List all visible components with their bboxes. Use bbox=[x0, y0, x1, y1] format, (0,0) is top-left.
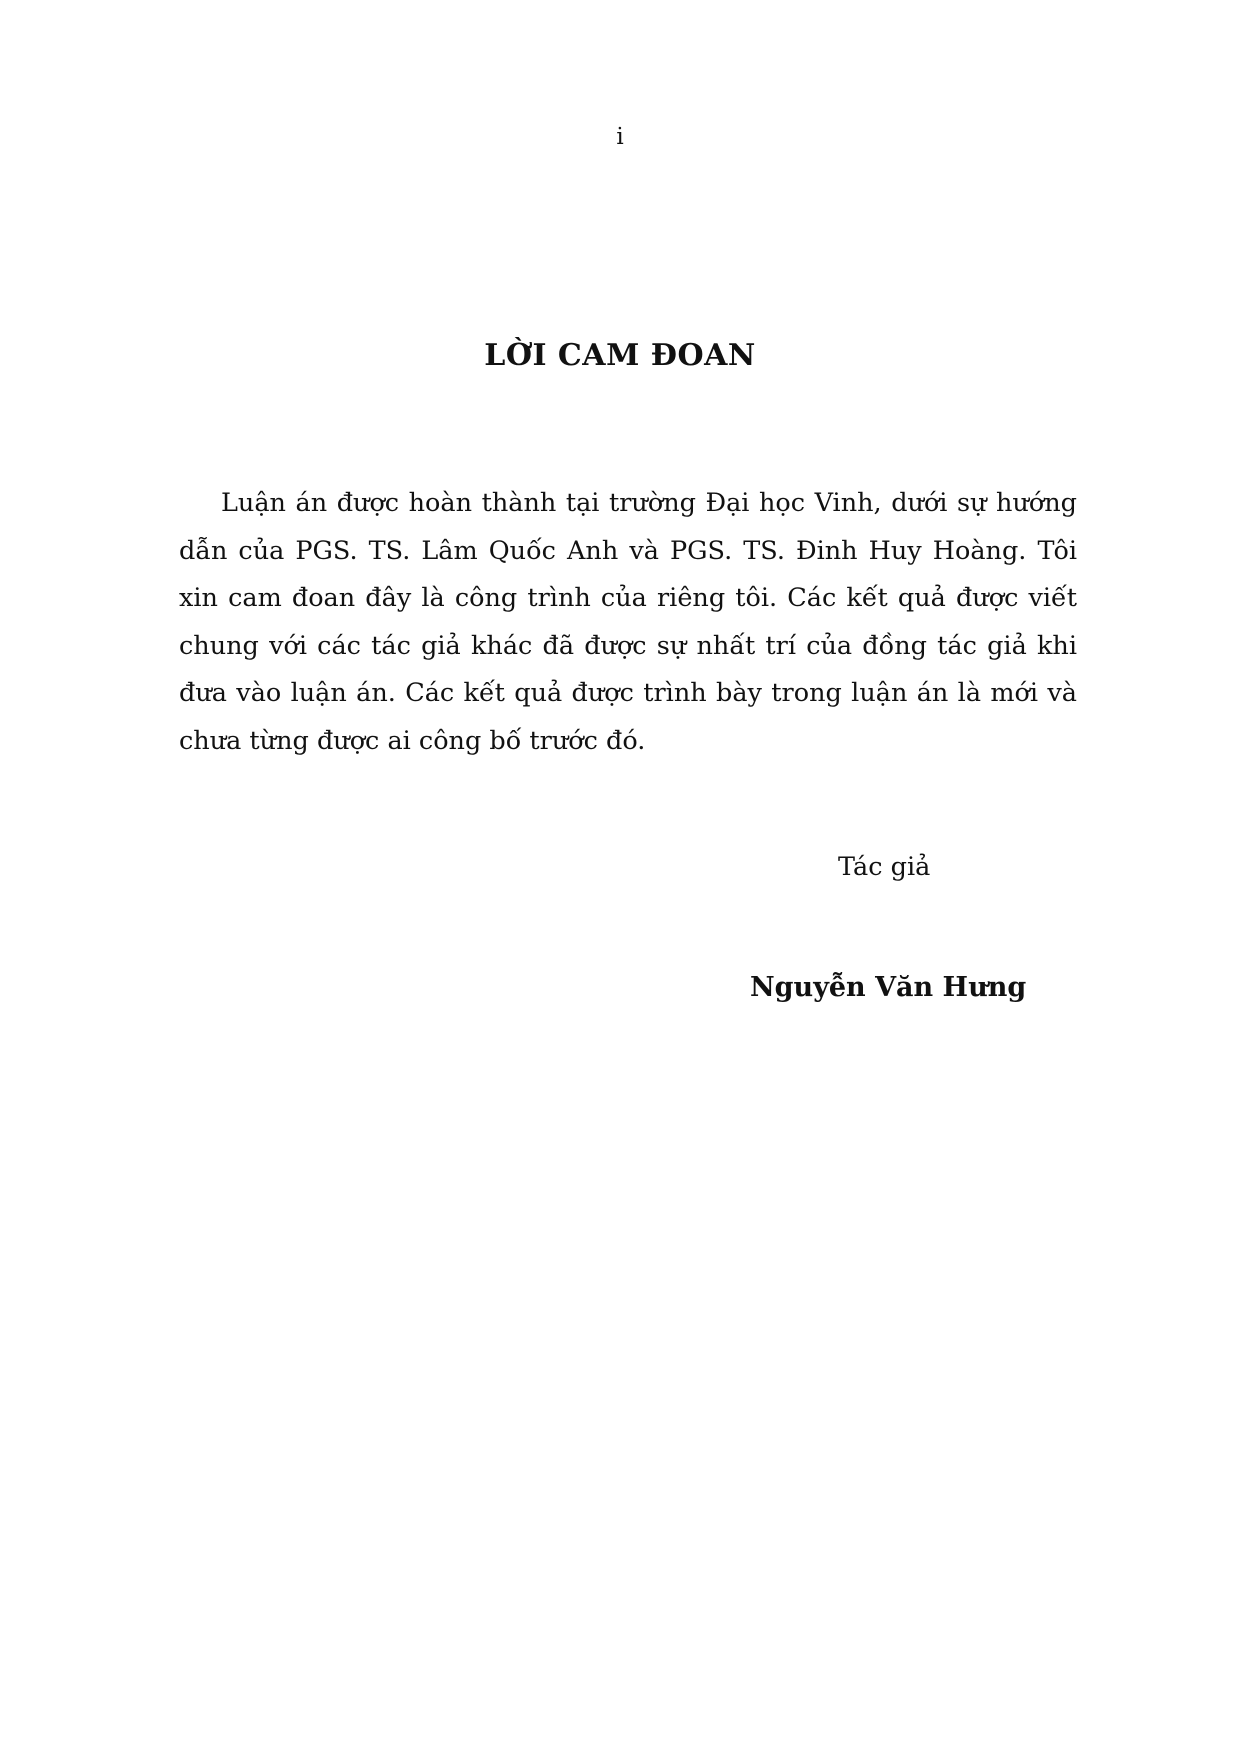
declaration-paragraph: Luận án được hoàn thành tại trường Đại học Vinh, dưới sự hướng dẫn của PGS. TS. Lâm Quốc Anh và PGS. TS. Đinh Huy Hoàng. Tôi xin cam đoan đây là công trình của riêng tôi. Các kết quả được viết chung với các tác giả khác đã được sự nhất trí của đồng tác giả khi đưa vào luận án. Các kết quả được trình bày trong luận án là mới và chưa từng được ai công bố trước đó. bbox=[179, 488, 1077, 756]
author-name: Nguyễn Văn Hưng bbox=[750, 972, 1027, 1003]
author-label: Tác giả bbox=[838, 852, 931, 882]
page-title: LỜI CAM ĐOAN bbox=[484, 338, 756, 373]
page-number: i bbox=[616, 124, 624, 150]
